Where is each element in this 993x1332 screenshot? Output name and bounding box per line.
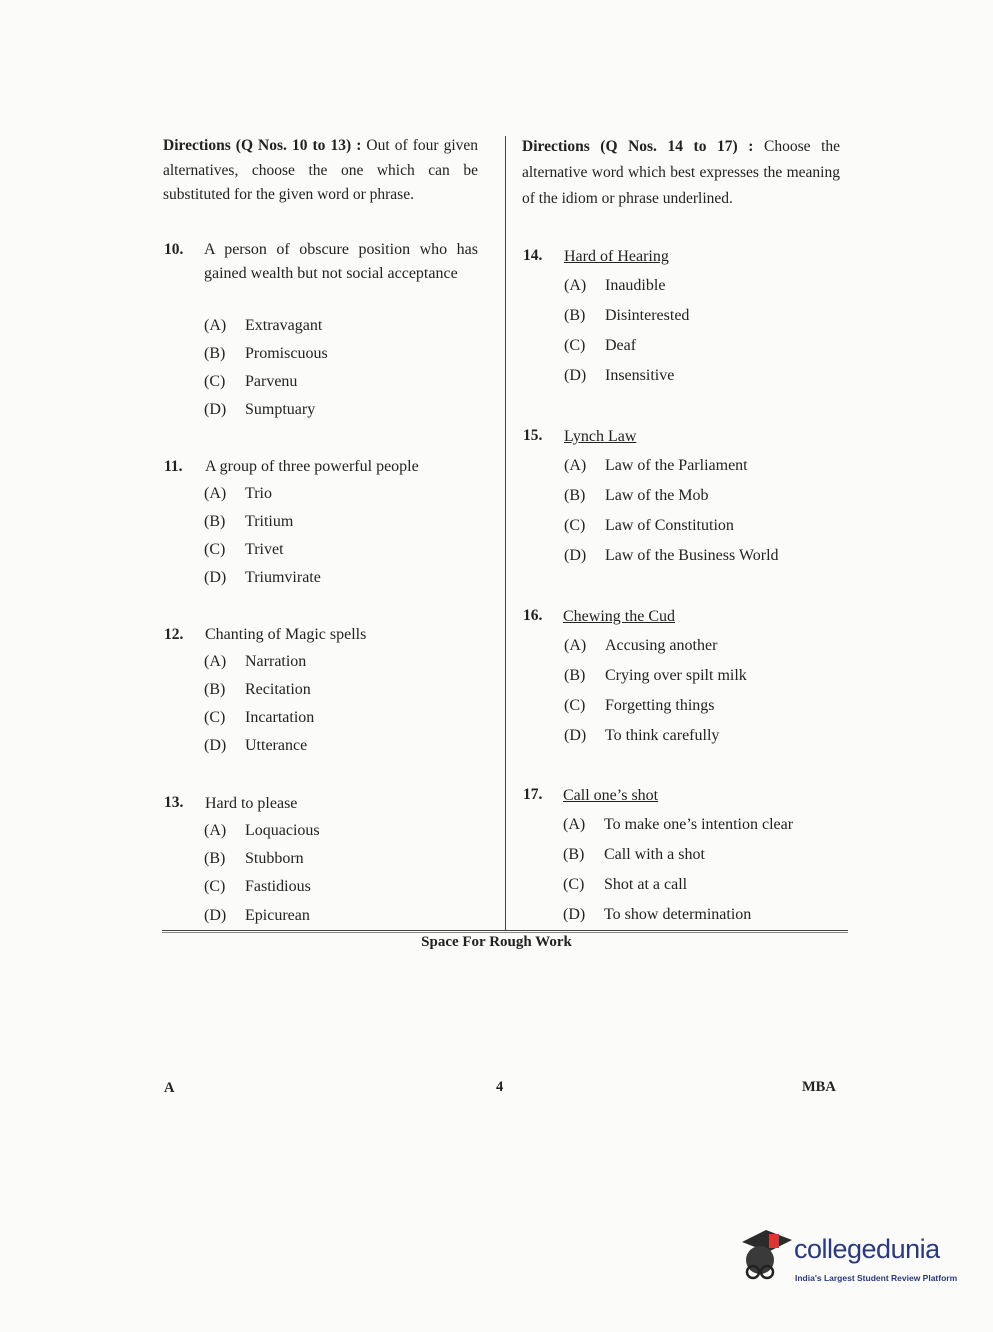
option-b: (B) Stubborn bbox=[204, 850, 304, 867]
option-c: (C) Forgetting things bbox=[564, 697, 715, 714]
option-c: (C) Fastidious bbox=[204, 878, 311, 895]
directions-right-heading: Directions (Q Nos. 14 to 17) bbox=[522, 138, 738, 155]
option-a: (A) Trio bbox=[204, 485, 272, 502]
section-rule-secondary bbox=[162, 932, 848, 933]
option-a: (A) Loquacious bbox=[204, 822, 320, 839]
question-number: 17. bbox=[523, 786, 543, 803]
option-a: (A) Inaudible bbox=[564, 277, 666, 294]
logo-brand: collegedunia bbox=[794, 1234, 940, 1264]
logo-tagline: India's Largest Student Review Platform bbox=[795, 1273, 958, 1283]
question-number: 16. bbox=[523, 607, 543, 624]
graduate-mascot-icon bbox=[736, 1226, 794, 1284]
option-c: (C) Incartation bbox=[204, 709, 315, 726]
option-d: (D) Law of the Business World bbox=[564, 547, 779, 564]
option-a: (A) Narration bbox=[204, 653, 307, 670]
question-text: Hard to please bbox=[205, 795, 298, 812]
option-d: (D) Sumptuary bbox=[204, 401, 316, 418]
option-a: (A) Extravagant bbox=[204, 317, 323, 334]
question-idiom: Lynch Law bbox=[564, 428, 637, 445]
collegedunia-logo bbox=[736, 1226, 966, 1286]
option-b: (B) Disinterested bbox=[564, 307, 690, 324]
option-d: (D) Utterance bbox=[204, 737, 308, 754]
directions-left: Directions (Q Nos. 10 to 13) : Out of four given alternatives, choose the one which can be substituted for the given word or phrase. bbox=[163, 137, 479, 203]
rough-work-label: Space For Rough Work bbox=[421, 934, 572, 950]
option-c: (C) Parvenu bbox=[204, 373, 298, 390]
option-d: (D) Epicurean bbox=[204, 907, 310, 924]
question-number: 10. bbox=[164, 241, 184, 258]
column-divider bbox=[505, 136, 506, 930]
option-a: (A) To make one’s intention clear bbox=[563, 816, 794, 833]
section-rule bbox=[162, 930, 848, 931]
question-idiom: Call one’s shot bbox=[563, 787, 659, 804]
option-d: (D) Insensitive bbox=[564, 367, 675, 384]
option-d: (D) Triumvirate bbox=[204, 569, 321, 586]
question-text: A person of obscure position who has gained wealth but not social acceptance bbox=[204, 241, 478, 282]
directions-right: Directions (Q Nos. 14 to 17) : Choose the alternative word which best expresses the meaning of the idiom or phrase underlined. bbox=[522, 138, 841, 207]
question-number: 13. bbox=[164, 794, 184, 811]
footer-page-number: 4 bbox=[496, 1079, 504, 1095]
question-number: 11. bbox=[164, 458, 183, 475]
footer-exam: MBA bbox=[802, 1079, 836, 1095]
option-c: (C) Deaf bbox=[564, 337, 637, 354]
option-b: (B) Promiscuous bbox=[204, 345, 328, 362]
question-number: 14. bbox=[523, 247, 543, 264]
directions-left-heading: Directions (Q Nos. 10 to 13) bbox=[163, 137, 352, 154]
directions-left-text: Out of four given alternatives, choose the one which can be substituted for the given word or phrase. bbox=[163, 137, 479, 203]
option-c: (C) Law of Constitution bbox=[564, 517, 734, 534]
option-a: (A) Law of the Parliament bbox=[564, 457, 748, 474]
option-b: (B) Recitation bbox=[204, 681, 311, 698]
question-idiom: Hard of Hearing bbox=[564, 248, 669, 265]
option-b: (B) Crying over spilt milk bbox=[564, 667, 747, 684]
question-idiom: Chewing the Cud bbox=[563, 608, 675, 625]
directions-right-text: Choose the alternative word which best expresses the meaning of the idiom or phrase underlined. bbox=[522, 138, 841, 207]
question-number: 15. bbox=[523, 427, 543, 444]
question-number: 12. bbox=[164, 626, 184, 643]
option-c: (C) Trivet bbox=[204, 541, 284, 558]
footer-set: A bbox=[164, 1080, 175, 1096]
option-a: (A) Accusing another bbox=[564, 637, 718, 654]
option-b: (B) Call with a shot bbox=[563, 846, 705, 863]
option-b: (B) Law of the Mob bbox=[564, 487, 709, 504]
option-d: (D) To show determination bbox=[563, 906, 752, 923]
option-b: (B) Tritium bbox=[204, 513, 294, 530]
option-d: (D) To think carefully bbox=[564, 727, 720, 744]
option-c: (C) Shot at a call bbox=[563, 876, 688, 893]
question-text: A group of three powerful people bbox=[205, 458, 419, 475]
question-text: Chanting of Magic spells bbox=[205, 626, 367, 643]
